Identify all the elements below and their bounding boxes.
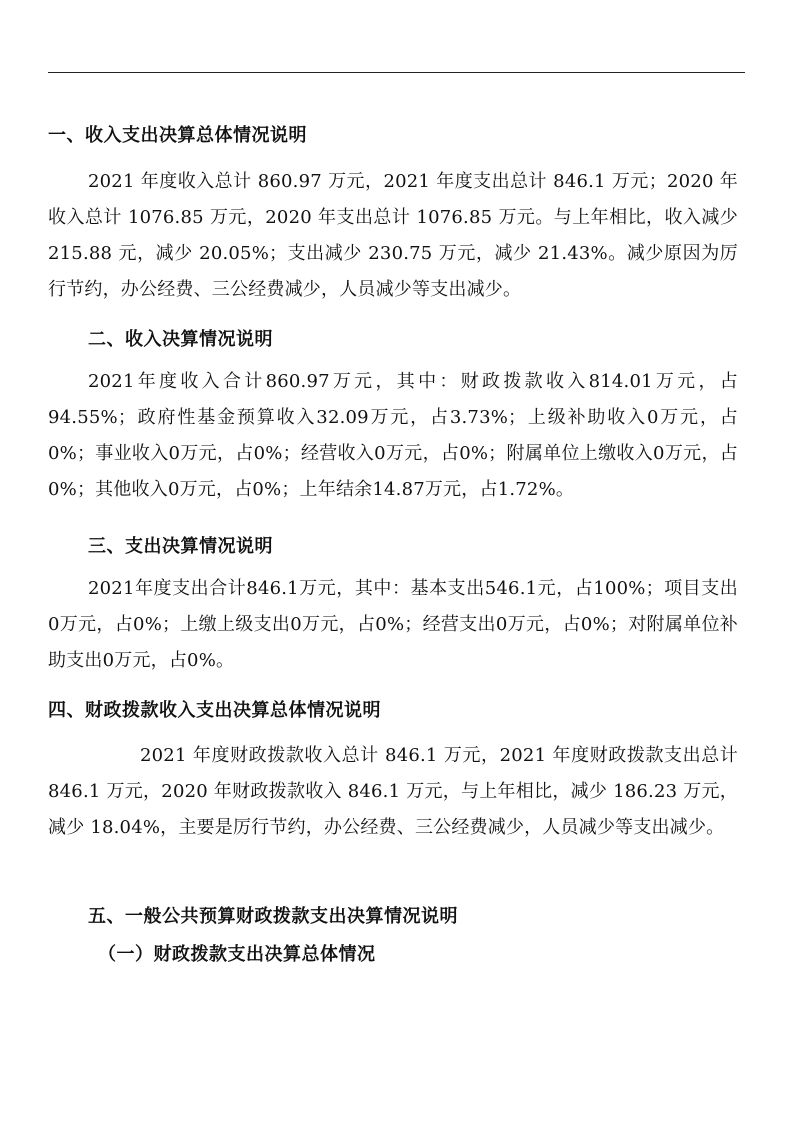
header-rule (48, 72, 745, 73)
section-5-subheading: （一）财政拨款支出决算总体情况 (98, 944, 376, 965)
section-1-body (48, 164, 738, 308)
section-2-body (48, 364, 738, 508)
section-1-text: 2021 年度收入总计 860.97 万元，2021 年度支出总计 846.1 万元；2020 年收入总计 1076.85 万元，2020 年支出总计 1076.85 万元。与上年相比，收入减少 215.88 元，减少 20.05%；支出减少 230.75 万元，减少 21.43%。减少原因为厉行节约，办公经费、三公经费减少，人员减少等支出减少。 (48, 171, 738, 300)
section-2-text: 2021年度收入合计860.97万元，其中：财政拨款收入814.01万元，占94.55%；政府性基金预算收入32.09万元，占3.73%；上级补助收入0万元，占0%；事业收入0万元，占0%；经营收入0万元，占0%；附属单位上缴收入0万元，占0%；其他收入0万元，占0%；上年结余14.87万元，占1.72%。 (48, 371, 738, 500)
section-3-heading: 三、支出决算情况说明 (88, 536, 273, 557)
section-4-body (48, 738, 738, 846)
section-4-text: 2021 年度财政拨款收入总计 846.1 万元，2021 年度财政拨款支出总计 846.1 万元，2020 年财政拨款收入 846.1 万元，与上年相比，减少 186.23 万元，减少 18.04%，主要是厉行节约，办公经费、三公经费减少，人员减少等支出减少。 (48, 745, 738, 838)
section-3-body (48, 571, 738, 679)
section-2-heading: 二、收入决算情况说明 (88, 329, 273, 350)
section-4-heading: 四、财政拨款收入支出决算总体情况说明 (48, 700, 381, 721)
section-3-text: 2021年度支出合计846.1万元，其中：基本支出546.1元，占100%；项目支出0万元，占0%；上缴上级支出0万元，占0%；经营支出0万元，占0%；对附属单位补助支出0万元，占0%。 (48, 578, 738, 671)
section-5-heading: 五、一般公共预算财政拨款支出决算情况说明 (88, 906, 458, 927)
section-1-heading: 一、收入支出决算总体情况说明 (48, 125, 307, 146)
